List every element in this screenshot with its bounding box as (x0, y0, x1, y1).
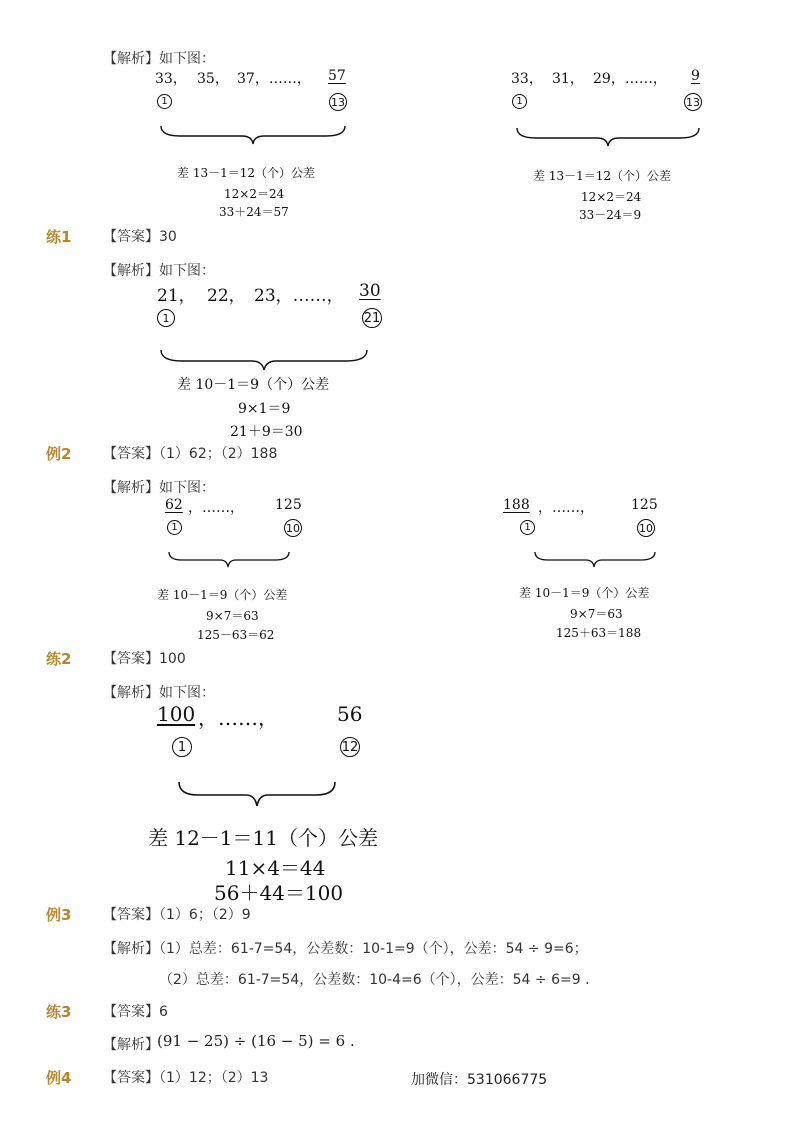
diff-line: 差 10－1＝9（个）公差 (177, 377, 330, 393)
circled-number: 1 (512, 94, 527, 109)
seq-item: 22， (207, 286, 246, 306)
curly-brace-icon (160, 124, 346, 146)
seq-item: 37，……， (237, 71, 311, 87)
answer-line: 【答案】（1）62；（2）188 (103, 446, 278, 462)
seq-last: 9 (691, 68, 700, 84)
analysis-label: 【解析】 (103, 1037, 159, 1053)
circled-number: 10 (637, 519, 655, 537)
calc-line: 9×7＝63 (570, 607, 623, 621)
analysis-label: 【解析】如下图： (103, 480, 215, 496)
circled-number: 21 (362, 308, 382, 328)
answer-line: 【答案】（1）12；（2）13 (103, 1070, 269, 1086)
circled-number: 1 (172, 737, 192, 757)
calc-line: 9×7＝63 (206, 609, 259, 623)
curly-brace-icon (534, 550, 656, 570)
seq-item: 33， (155, 71, 187, 87)
seq-mid: ，……， (198, 706, 278, 730)
seq-last: 125 (275, 497, 302, 513)
answer-line: 【答案】（1）6；（2）9 (103, 907, 251, 923)
circled-number: 1 (157, 309, 175, 327)
circled-number: 12 (340, 737, 360, 757)
seq-item: 35， (197, 71, 229, 87)
circled-number: 13 (684, 93, 702, 111)
curly-brace-icon (160, 348, 368, 372)
circled-number: 13 (329, 93, 347, 111)
curly-brace-icon (516, 126, 700, 148)
seq-last: 57 (328, 68, 346, 84)
diff-line: 差 10－1＝9（个）公差 (157, 588, 288, 602)
section-tag-lian3: 练3 (46, 1003, 72, 1021)
seq-last: 56 (337, 702, 363, 726)
seq-mid: ，……， (188, 500, 244, 516)
answer-line: 【答案】6 (103, 1004, 168, 1020)
calc-line: 21＋9＝30 (230, 424, 303, 440)
curly-brace-icon (168, 550, 290, 570)
wechat-footer: 加微信：531066775 (411, 1072, 548, 1088)
analysis-label: 【解析】如下图： (103, 685, 215, 701)
seq-item: 31， (552, 71, 584, 87)
diff-line: 差 13－1＝12（个）公差 (533, 169, 671, 183)
seq-item: 33， (511, 71, 543, 87)
calc-line: 9×1＝9 (238, 401, 291, 417)
math-expression: (91 − 25) ÷ (16 − 5) = 6 . (157, 1032, 355, 1050)
calc-line: 12×2＝24 (581, 190, 642, 204)
circled-number: 1 (520, 520, 535, 535)
calc-line: 12×2＝24 (224, 187, 285, 201)
diff-line: 差 10－1＝9（个）公差 (519, 586, 650, 600)
analysis-label: 【解析】如下图： (103, 263, 215, 279)
answer-line: 【答案】30 (103, 229, 177, 245)
calc-line: 125－63＝62 (197, 628, 275, 642)
seq-first: 62 (165, 497, 183, 513)
seq-item: 29，……， (593, 71, 667, 87)
circled-number: 1 (157, 94, 172, 109)
section-tag-li4: 例4 (46, 1069, 72, 1087)
seq-mid: ，……， (538, 500, 594, 516)
analysis-line-1: 【解析】（1）总差：61-7=54，公差数：10-1=9（个），公差：54 ÷ 9=6； (103, 941, 588, 957)
seq-last: 125 (631, 497, 658, 513)
section-tag-lian1: 练1 (46, 228, 72, 246)
seq-first: 100 (157, 702, 196, 726)
diff-line: 差 13－1＝12（个）公差 (177, 166, 315, 180)
seq-first: 188 (503, 497, 530, 513)
diff-line: 差 12－1＝11（个）公差 (148, 826, 378, 850)
section-tag-lian2: 练2 (46, 650, 72, 668)
seq-item: 23，……， (254, 286, 344, 306)
seq-item: 21， (157, 286, 196, 306)
section-tag-li3: 例3 (46, 906, 72, 924)
calc-line: 125＋63＝188 (556, 626, 642, 640)
calc-line: 11×4＝44 (225, 856, 326, 880)
calc-line: 33＋24＝57 (219, 205, 289, 219)
seq-last: 30 (359, 281, 381, 301)
section-tag-li2: 例2 (46, 445, 72, 463)
analysis-label: 【解析】如下图： (103, 51, 215, 67)
curly-brace-icon (178, 780, 336, 808)
calc-line: 33－24＝9 (579, 208, 642, 222)
circled-number: 1 (167, 520, 182, 535)
analysis-line-2: （2）总差：61-7=54，公差数：10-4=6（个），公差：54 ÷ 6=9 . (159, 972, 590, 988)
answer-line: 【答案】100 (103, 651, 186, 667)
calc-line: 56＋44＝100 (214, 881, 344, 905)
circled-number: 10 (284, 519, 302, 537)
